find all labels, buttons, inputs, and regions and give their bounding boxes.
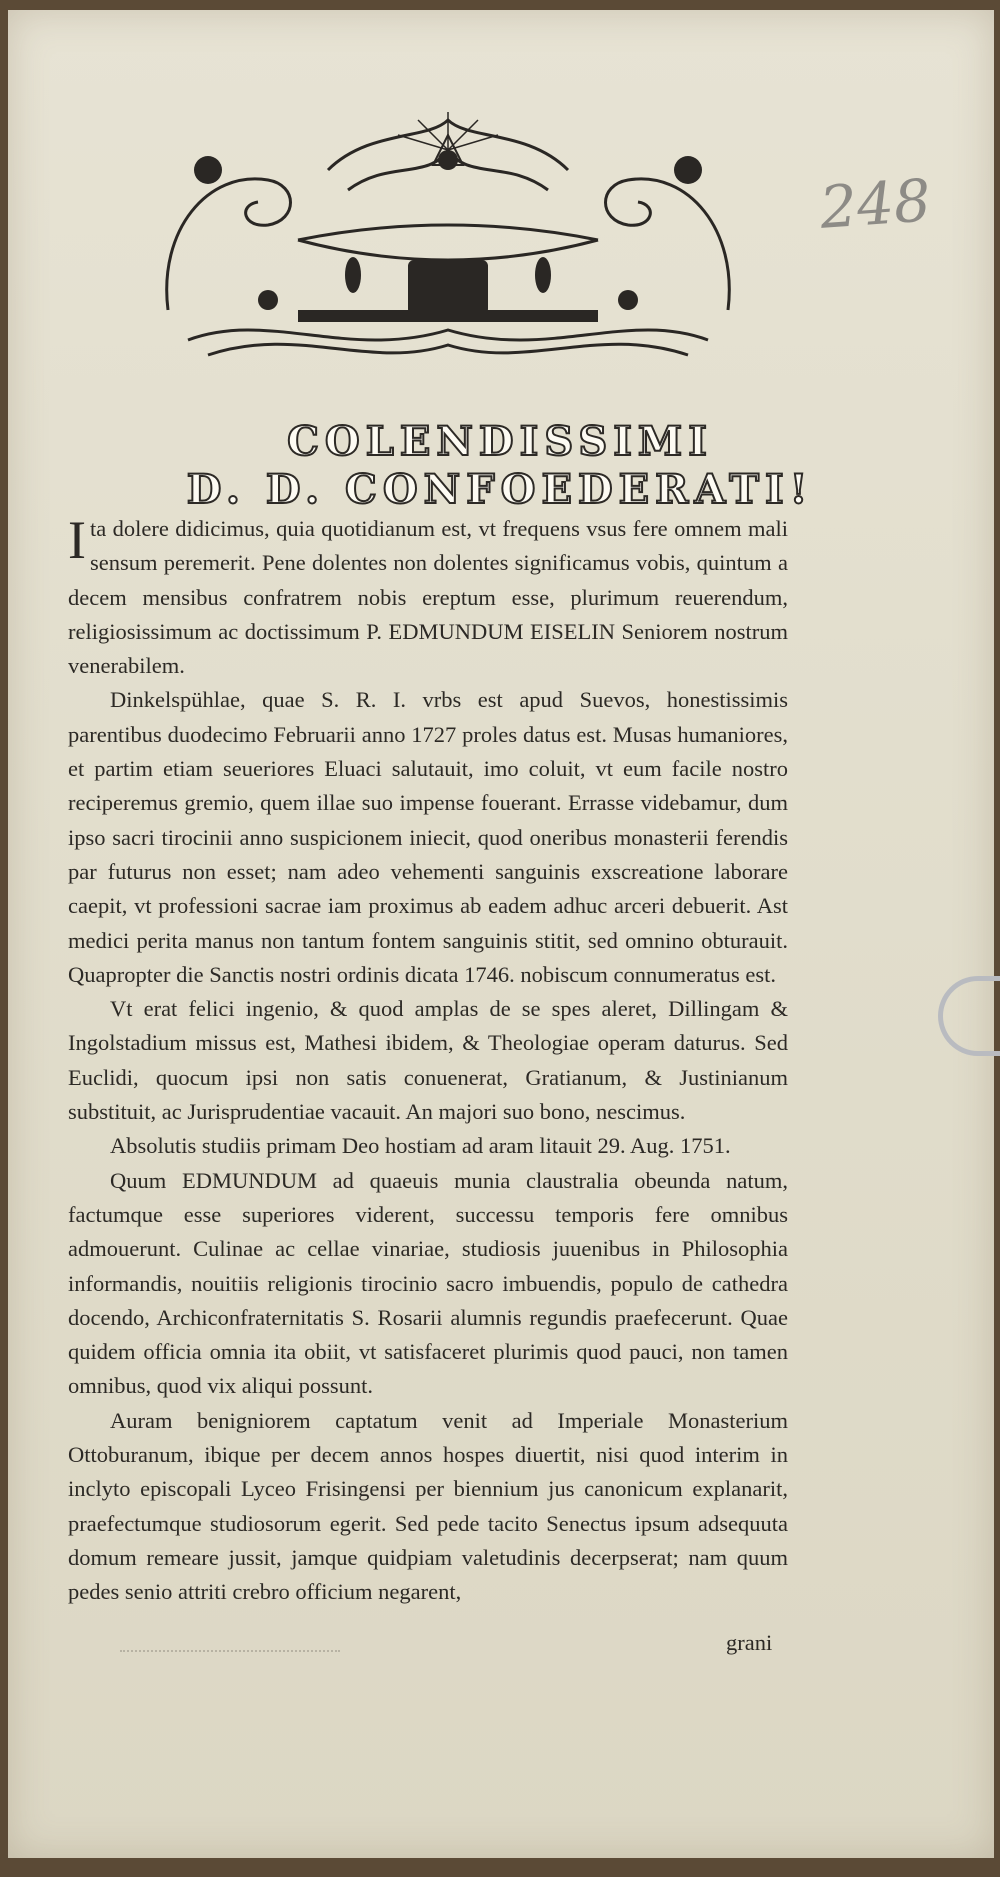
paragraph-1: Ita dolere didicimus, quia quotidianum est, vt frequens vsus fere omnem mali sensum peremerit. Pene dolentes non dolentes significamus vobis, quintum a decem mensibus confratrem nobis ereptum esse, plurimum reuerendum, religiosissimum ac doctissimum P. EDMUNDUM EISELIN Seniorem nostrum venerabilem. bbox=[68, 510, 788, 679]
salutation-line-2: D. D. CONFOEDERATI! bbox=[186, 466, 814, 513]
paragraph-5: Quum EDMUNDUM ad quaeuis munia claustralia obeunda natum, factumque esse superiores viderent, successu temporis fere omnibus admouerunt. Culinae ac cellae vinariae, studiosis juuenibus in Philosophia informandis, nouitiis religionis tirocinio sacro imbuendis, populo de cathedra docendo, Archiconfraternitatis S. Rosarii alumnis regundis praefecerunt. Quae quidem officia omnia ita obiit, vt satisfaceret plurimis quod pauci, non tamen omnibus, quod vix aliqui possunt. bbox=[68, 1167, 788, 1399]
baroque-ornament-headpiece bbox=[148, 110, 748, 370]
catchword: grani bbox=[726, 1630, 773, 1655]
paragraph-3: Vt erat felici ingenio, & quod amplas de se spes aleret, Dillingam & Ingolstadium missus est, Mathesi ibidem, & Theologiae operam daturus. Sed Euclidi, quocum ipsi non satis conuenerat, Gratianum, & Justinianum substituit, ac Jurisprudentiae vacauit. An majori suo bono, nescimus. bbox=[68, 996, 788, 1125]
handwritten-page-number: 248 bbox=[817, 166, 933, 242]
paragraph-6: Auram benigniorem captatum venit ad Imperiale Monasterium Ottoburanum, ibique per decem annos hospes diuertit, nisi quod interim in inclyto episcopali Lyceo Frisingensi per biennium jus canonicum explanarit, praefectumque studiosorum egerit. Sed pede tacito Senectus ipsum adsequuta domum remeare jussit, jamque quidpiam valetudinis decerpserat; nam quum pedes senio attriti crebro officium negarent, bbox=[68, 1407, 788, 1605]
paragraph-4: Absolutis studiis primam Deo hostiam ad aram litauit 29. Aug. 1751. bbox=[110, 1133, 731, 1159]
faint-bleed-through-line bbox=[120, 1650, 340, 1660]
letter-body bbox=[68, 512, 788, 1610]
paragraph-2: Dinkelspühlae, quae S. R. I. vrbs est apud Suevos, honestissimis parentibus duodecimo Februarii anno 1727 proles datus est. Musas humaniores, et partim etiam seueriores Eluaci salutauit, imo coluit, vt eum facile nostro reciperemus gremio, quem illae suo impense fouerant. Errasse videbamur, dum ipso sacri tirocinii anno suspicionem iniecit, quod oneribus monasterii ferendis par futurus non esset; nam adeo vehementi sanguinis exscreatione laborare caepit, vt professioni sacrae iam proximus ab eadem adhuc arceri debuerit. Ast medici perita manus non tantum fontem sanguinis stitit, sed omnino obturauit. Quapropter die Sanctis nostri ordinis dicata 1746. nobiscum connumeratus est. bbox=[68, 687, 788, 987]
salutation-line-1: COLENDISSIMI bbox=[287, 418, 713, 465]
